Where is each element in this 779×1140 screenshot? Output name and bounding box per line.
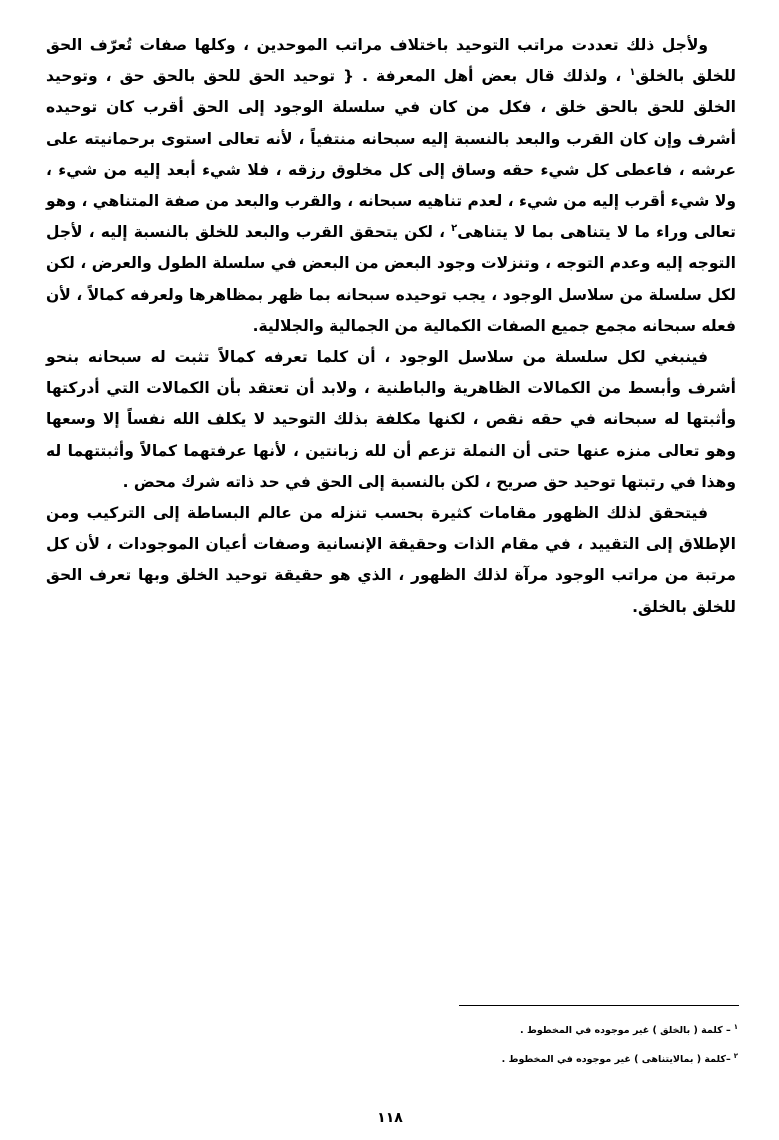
footnote-2-text: –كلمة ( بمالايتناهى ) غير موجوده في المخطوط .	[501, 1054, 731, 1065]
paragraph-2: فينبغي لكل سلسلة من سلاسل الوجود ، أن كلما تعرفه كمالاً تثبت له سبحانه بنحو أشرف وأبسط من الكمالات الظاهرية والباطنية ، ولابد أن تعتقد بأن الكمالات التي أدركتها وأثبتها له سبحانه في حقه نقص ، لكنها مكلفة بذلك التوحيد لا يكلف الله نفساً إلا وسعها وهو تعالى منزه عنها حتى أن النملة تزعم أن لله زبانتين ، لأنها عرفتهما كمالاً وأثبتتهما له وهذا في رتبتها توحيد حق صريح ، لكن بالنسبة إلى الحق في حد ذاته شرك محض .	[46, 348, 736, 491]
paragraph-1	[46, 30, 736, 342]
footnote-ref-1: ١	[629, 67, 636, 79]
footnote-1-mark: ١	[733, 1022, 738, 1031]
footnote-1	[300, 1016, 738, 1045]
footnote-1-text: – كلمة ( بالخلق ) غير موجوده في المخطوط .	[520, 1025, 731, 1036]
paragraph-1-text: ولأجل ذلك تعددت مراتب التوحيد باختلاف مراتب الموحدين ، وكلها صفات تُعرّف الحق للخلق بالخلق	[46, 36, 737, 86]
paragraph-1-text-end: ، لكن يتحقق القرب والبعد للخلق بالنسبة إليه ، لأجل التوجه إليه وعدم التوجه ، وتنزلات وجود البعض من البعض في سلسلة الطول والعرض ، لكن لكل سلسلة من سلاسل الوجود ، يجب توحيده سبحانه بما ظهر بمظاهرها ولعرفه كمالاً ، لأن فعله سبحانه مجمع جميع الصفات الكمالية من الجمالية والجلالية.	[46, 223, 736, 335]
footnote-divider	[459, 1005, 739, 1006]
body-text	[46, 30, 736, 623]
page-number: ١١٨	[377, 1110, 403, 1126]
footnote-2-mark: ٢	[733, 1051, 738, 1060]
footnote-ref-2: ٢	[451, 223, 458, 235]
footnote-2	[300, 1045, 738, 1074]
paragraph-1-text-cont: ، ولذلك قال بعض أهل المعرفة . { توحيد الحق للحق بالحق حق ، وتوحيد الخلق للحق بالحق خلق ، فكل من كان في سلسلة الوجود إلى الحق أقرب كان توحيده أشرف وإن كان القرب والبعد بالنسبة إليه سبحانه منتفياً ، لأنه تعالى استوى برحمانيته على عرشه ، فاعطى كل شيء حقه وساق إلى كل مخلوق رزقه ، فلا شيء أبعد إليه من شيء ، ولا شيء أقرب إليه من شيء ، لعدم تناهيه سبحانه ، والقرب والبعد من صفة المتناهي ، وهو تعالى وراء ما لا يتناهى بما لا يتناهى	[45, 67, 736, 242]
footnotes	[300, 1016, 738, 1074]
paragraph-3: فيتحقق لذلك الظهور مقامات كثيرة بحسب تنزله من عالم البساطة إلى التركيب ومن الإطلاق إلى التقييد ، في مقام الذات وحقيقة الإنسانية وصفات أعيان الموجودات ، لأن كل مرتبة من مراتب الوجود مرآة لذلك الظهور ، الذي هو حقيقة توحيد الخلق وبها تعرف الحق للخلق بالخلق.	[46, 504, 736, 616]
